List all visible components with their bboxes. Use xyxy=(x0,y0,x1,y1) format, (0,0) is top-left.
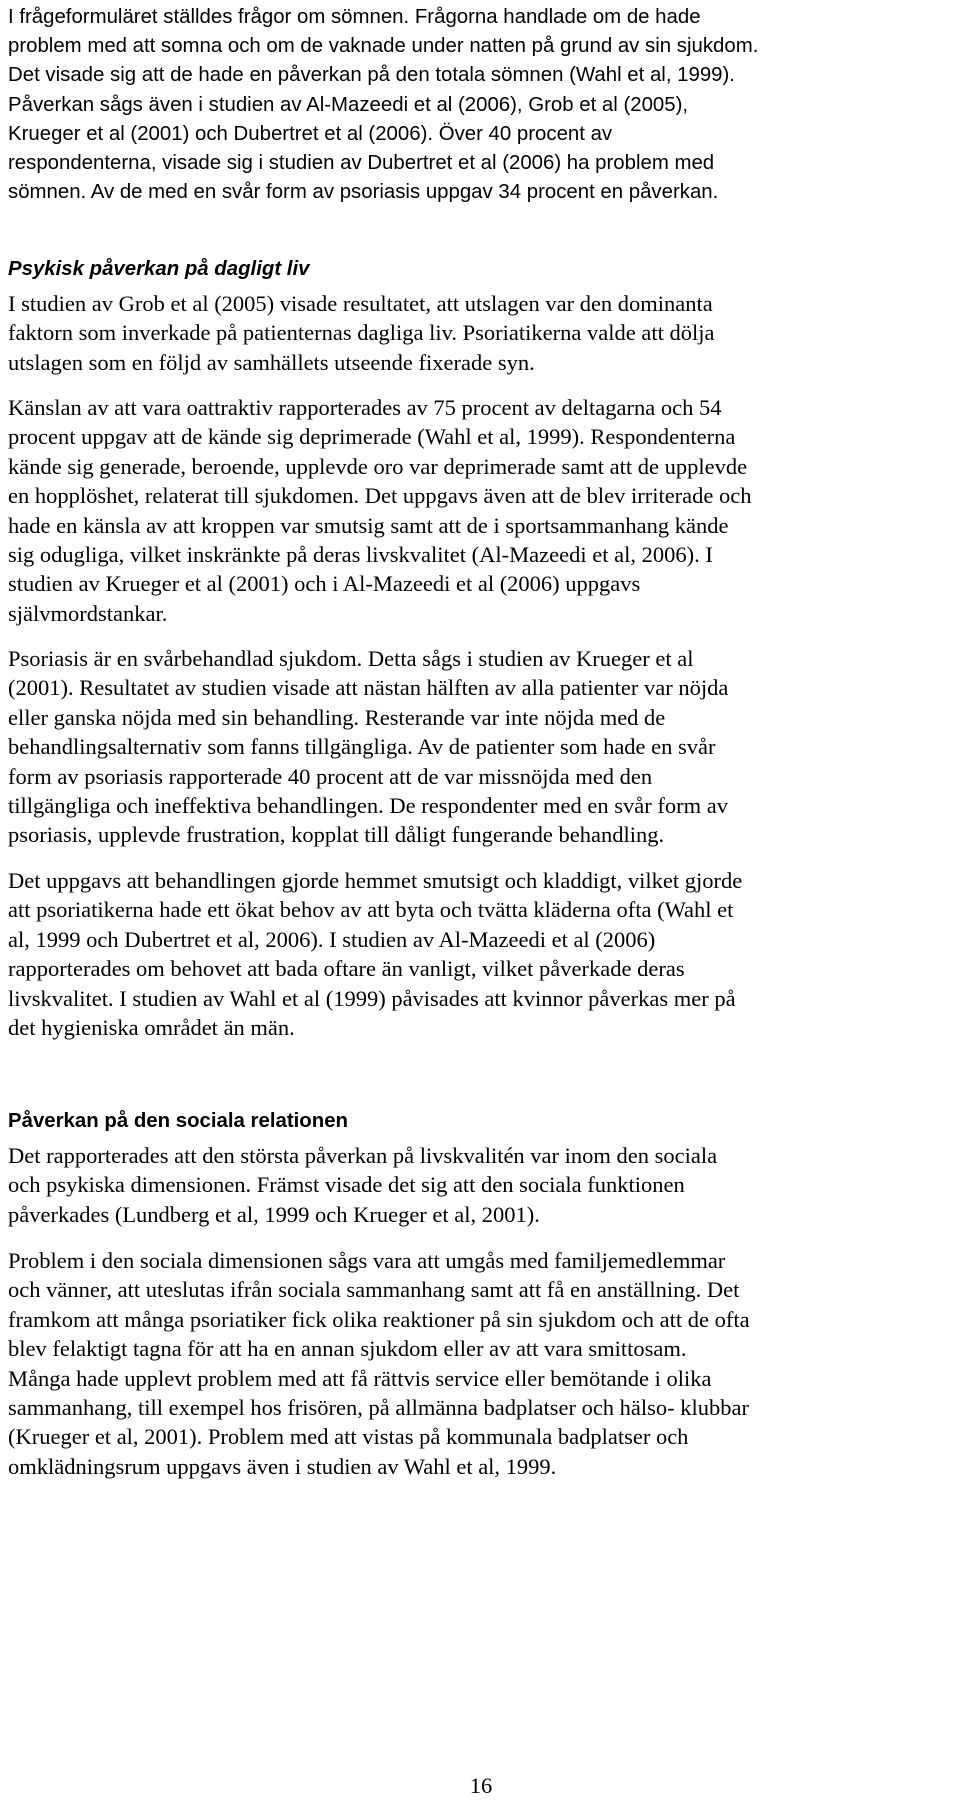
paragraph-line: sig odugliga, vilket inskränkte på deras livskvalitet (Al-Mazeedi et al, 2006). I xyxy=(8,542,713,568)
paragraph-line: livskvalitet. I studien av Wahl et al (1999) påvisades att kvinnor påverkas mer på xyxy=(8,985,736,1011)
paragraph-line: I frågeformuläret ställdes frågor om sömnen. Frågorna handlade om de hade xyxy=(8,6,701,28)
paragraph-line: al, 1999 och Dubertret et al, 2006). I studien av Al-Mazeedi et al (2006) xyxy=(8,926,656,952)
psych-paragraph-4 xyxy=(8,866,742,1042)
social-paragraph-2 xyxy=(8,1246,750,1481)
paragraph-line: psoriasis, upplevde frustration, kopplat till dåligt fungerande behandling. xyxy=(8,822,665,848)
paragraph-line: att psoriatikerna hade ett ökat behov av att byta och tvätta kläderna ofta (Wahl et xyxy=(8,897,734,923)
paragraph-line: sammanhang, till exempel hos frisören, på allmänna badplatser och hälso- klubbar xyxy=(8,1395,750,1421)
paragraph-line: behandlingsalternativ som fanns tillgängliga. Av de patienter som hade en svår xyxy=(8,734,716,760)
paragraph-line: Många hade upplevt problem med att få rättvis service eller bemötande i olika xyxy=(8,1365,712,1391)
paragraph-line: procent uppgav att de kände sig deprimerade (Wahl et al, 1999). Respondenterna xyxy=(8,424,736,450)
paragraph-line: det hygieniska området än män. xyxy=(8,1015,295,1041)
paragraph-line: Det visade sig att de hade en påverkan på den totala sömnen (Wahl et al, 1999). xyxy=(8,64,735,87)
paragraph-line: och vänner, att uteslutas ifrån sociala sammanhang samt att få en anställning. Det xyxy=(8,1277,740,1303)
sleep-paragraph xyxy=(8,3,758,207)
paragraph-line: blev felaktigt tagna för att ha en annan sjukdom eller av att vara smittosam. xyxy=(8,1336,687,1362)
social-paragraph-1 xyxy=(8,1141,717,1229)
paragraph-line: kände sig generade, beroende, upplevde oro var deprimerade samt att de upplevde xyxy=(8,453,748,479)
paragraph-line: eller ganska nöjda med sin behandling. Resterande var inte nöjda med de xyxy=(8,704,666,730)
paragraph-line: framkom att många psoriatiker fick olika reaktioner på sin sjukdom och att de ofta xyxy=(8,1306,750,1332)
paragraph-line: påverkades (Lundberg et al, 1999 och Krueger et al, 2001). xyxy=(8,1201,540,1227)
paragraph-line: Krueger et al (2001) och Dubertret et al (2006). Över 40 procent av xyxy=(8,122,613,145)
paragraph-line: sömnen. Av de med en svår form av psoriasis uppgav 34 procent en påverkan. xyxy=(8,181,719,204)
paragraph-line: Problem i den sociala dimensionen sågs vara att umgås med familjemedlemmar xyxy=(8,1248,726,1273)
page-number: 16 xyxy=(469,1773,493,1798)
section-heading-social: Påverkan på den sociala relationen xyxy=(8,1110,348,1132)
paragraph-line: faktorn som inverkade på patienternas dagliga liv. Psoriatikerna valde att dölja xyxy=(8,320,715,346)
paragraph-line: Påverkan sågs även i studien av Al-Mazeedi et al (2006), Grob et al (2005), xyxy=(8,93,689,116)
paragraph-line: tillgängliga och ineffektiva behandlingen. De respondenter med en svår form av xyxy=(8,793,728,819)
psych-paragraph-3 xyxy=(8,644,728,850)
paragraph-line: en hopplöshet, relaterat till sjukdomen. Det uppgavs även att de blev irriterade och xyxy=(8,483,752,509)
paragraph-line: Det rapporterades att den största påverkan på livskvalitén var inom den sociala xyxy=(8,1143,718,1168)
paragraph-line: hade en känsla av att kroppen var smutsig samt att de i sportsammanhang kände xyxy=(8,512,729,538)
paragraph-line: respondenterna, visade sig i studien av Dubertret et al (2006) ha problem med xyxy=(8,152,715,175)
paragraph-line: Det uppgavs att behandlingen gjorde hemmet smutsigt och kladdigt, vilket gjorde xyxy=(8,868,743,893)
psych-paragraph-1 xyxy=(8,289,714,377)
paragraph-line: självmordstankar. xyxy=(8,600,168,626)
paragraph-line: I studien av Grob et al (2005) visade resultatet, att utslagen var den dominanta xyxy=(8,291,713,316)
psych-paragraph-2 xyxy=(8,393,752,628)
paragraph-line: problem med att somna och om de vaknade under natten på grund av sin sjukdom. xyxy=(8,35,759,58)
paragraph-line: form av psoriasis rapporterade 40 procent att de var missnöjda med den xyxy=(8,763,653,789)
paragraph-line: rapporterades om behovet att bada oftare än vanligt, vilket påverkade deras xyxy=(8,956,685,982)
paragraph-line: studien av Krueger et al (2001) och i Al-Mazeedi et al (2006) uppgavs xyxy=(8,571,641,597)
section-heading-psychological: Psykisk påverkan på dagligt liv xyxy=(8,258,310,280)
paragraph-line: (Krueger et al, 2001). Problem med att vistas på kommunala badplatser och xyxy=(8,1424,689,1450)
paragraph-line: utslagen som en följd av samhällets utseende fixerade syn. xyxy=(8,349,535,375)
paragraph-line: (2001). Resultatet av studien visade att nästan hälften av alla patienter var nöjda xyxy=(8,675,729,701)
paragraph-line: och psykiska dimensionen. Främst visade det sig att den sociala funktionen xyxy=(8,1172,685,1198)
paragraph-line: Känslan av att vara oattraktiv rapporterades av 75 procent av deltagarna och 54 xyxy=(8,395,722,420)
paragraph-line: omklädningsrum uppgavs även i studien av Wahl et al, 1999. xyxy=(8,1453,557,1479)
paragraph-line: Psoriasis är en svårbehandlad sjukdom. Detta sågs i studien av Krueger et al xyxy=(8,646,694,671)
